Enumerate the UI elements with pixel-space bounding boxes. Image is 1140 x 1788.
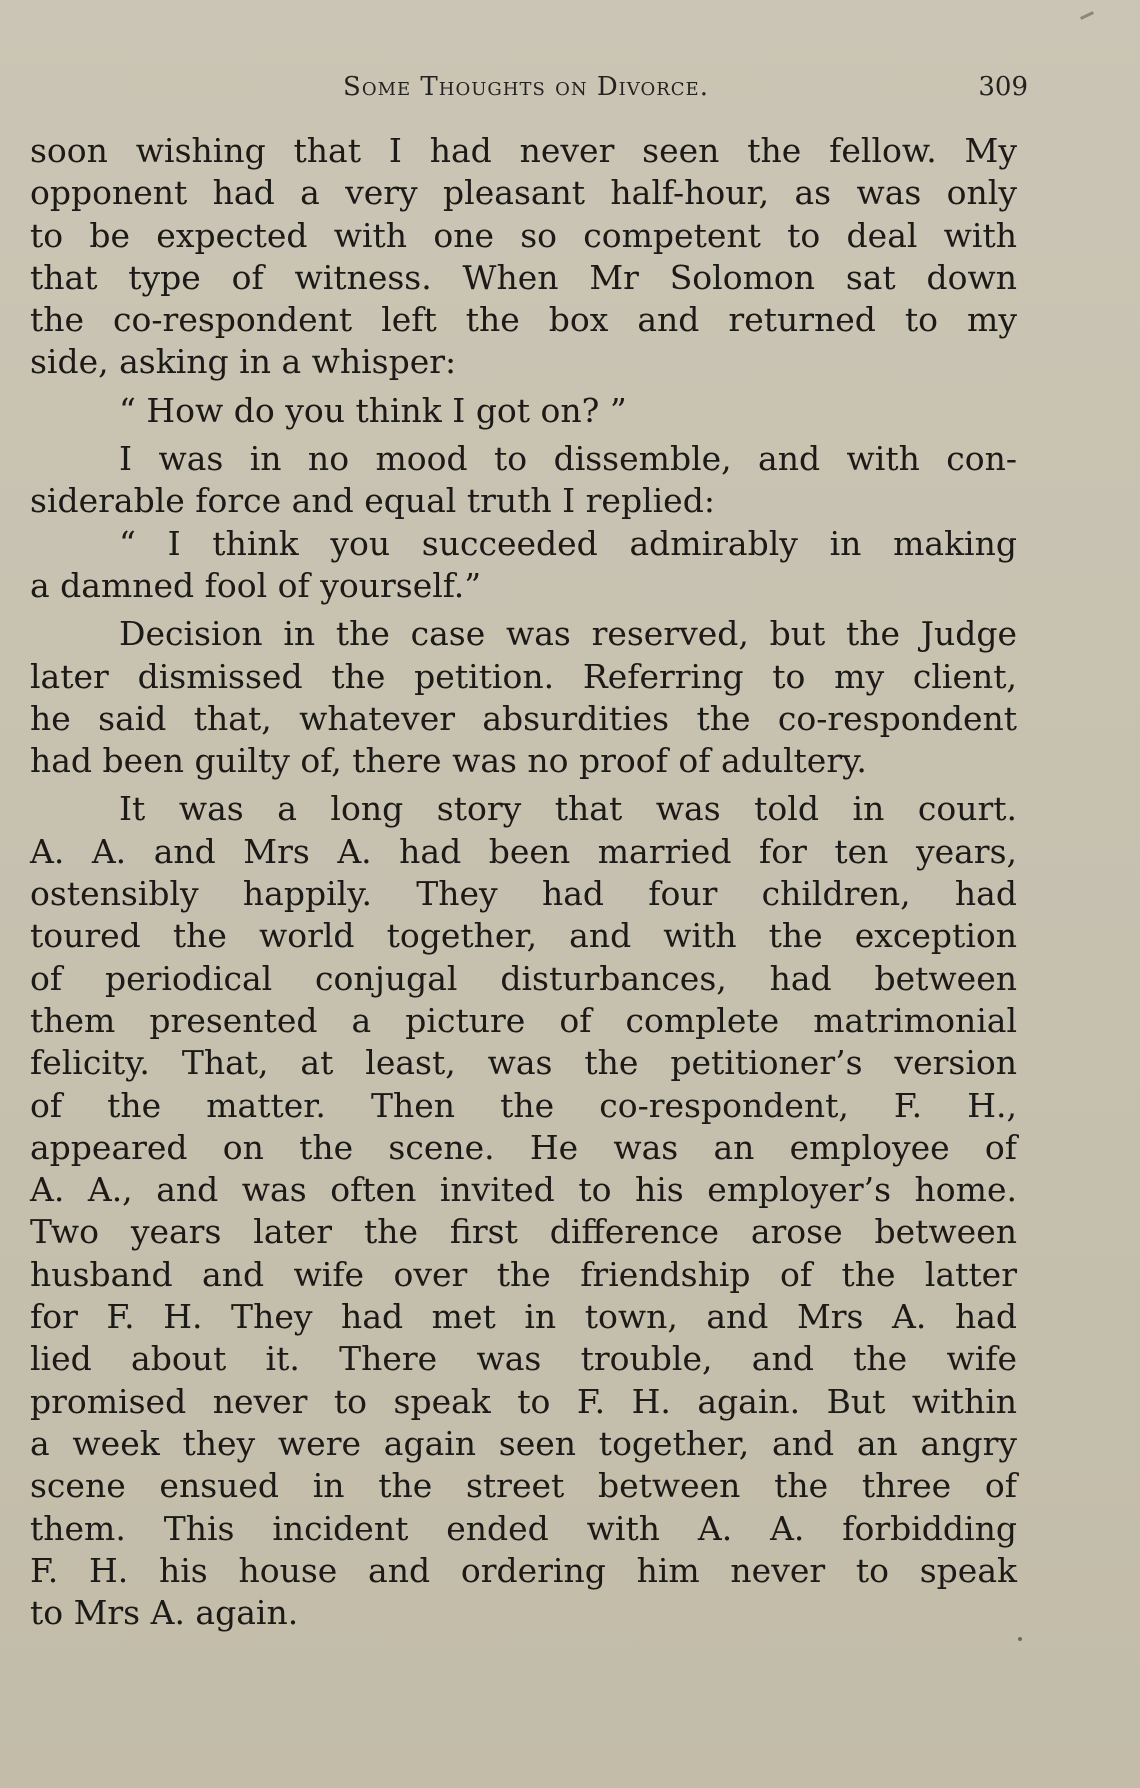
running-title: Some Thoughts on Divorce. [343, 72, 709, 102]
text-line: to Mrs A. again. [30, 1593, 299, 1633]
text-line: a week they were again seen together, and an angry [30, 1423, 1017, 1463]
text-line: for F. H. They had met in town, and Mrs A. had [30, 1297, 1017, 1337]
text-line: of the matter. Then the co-respondent, F. H., [30, 1085, 1017, 1125]
text-line: scene ensued in the street between the three of [30, 1466, 1017, 1506]
text-line: siderable force and equal truth I replied: [30, 481, 715, 521]
text-line: I was in no mood to dissemble, and with con- [119, 439, 1017, 479]
text-line: of periodical conjugal disturbances, had between [30, 958, 1017, 998]
text-line: A. A. and Mrs A. had been married for ten years, [30, 831, 1017, 871]
text-line: them presented a picture of complete matrimonial [30, 1000, 1017, 1040]
text-line: lied about it. There was trouble, and the wife [30, 1339, 1017, 1379]
text-line: them. This incident ended with A. A. forbidding [30, 1508, 1017, 1548]
text-line: promised never to speak to F. H. again. But within [30, 1381, 1017, 1421]
text-line: toured the world together, and with the exception [30, 916, 1017, 956]
text-line: felicity. That, at least, was the petitioner’s version [30, 1043, 1017, 1083]
text-line: that type of witness. When Mr Solomon sat down [30, 257, 1017, 297]
text-line: the co-respondent left the box and returned to my [30, 300, 1017, 340]
text-line: F. H. his house and ordering him never to speak [30, 1550, 1017, 1590]
text-line: a damned fool of yourself.” [30, 565, 482, 605]
text-line: opponent had a very pleasant half-hour, as was only [30, 173, 1017, 213]
paper-speck [1018, 1637, 1022, 1641]
text-line: Two years later the first difference arose between [30, 1212, 1017, 1252]
text-line: soon wishing that I had never seen the fellow. My [30, 131, 1017, 170]
running-head [28, 72, 1028, 112]
text-line: Decision in the case was reserved, but the Judge [119, 614, 1017, 654]
body-text [30, 130, 1017, 1634]
text-line: ostensibly happily. They had four children, had [30, 874, 1017, 914]
text-line: It was a long story that was told in court. [119, 789, 1017, 829]
text-line: he said that, whatever absurdities the co-respondent [30, 698, 1017, 738]
page-corner-mark [1080, 11, 1094, 20]
text-line: “ I think you succeeded admirably in making [119, 523, 1017, 563]
text-line: husband and wife over the friendship of the latter [30, 1254, 1017, 1294]
text-line: had been guilty of, there was no proof of adultery. [30, 741, 867, 781]
text-line: appeared on the scene. He was an employee of [30, 1127, 1017, 1167]
text-line: A. A., and was often invited to his employer’s home. [30, 1170, 1017, 1210]
text-line: to be expected with one so competent to deal with [30, 215, 1017, 255]
page-number: 309 [978, 72, 1028, 102]
text-line: side, asking in a whisper: [30, 342, 457, 382]
text-line: “ How do you think I got on? ” [119, 390, 627, 430]
text-line: later dismissed the petition. Referring to my client, [30, 656, 1017, 696]
